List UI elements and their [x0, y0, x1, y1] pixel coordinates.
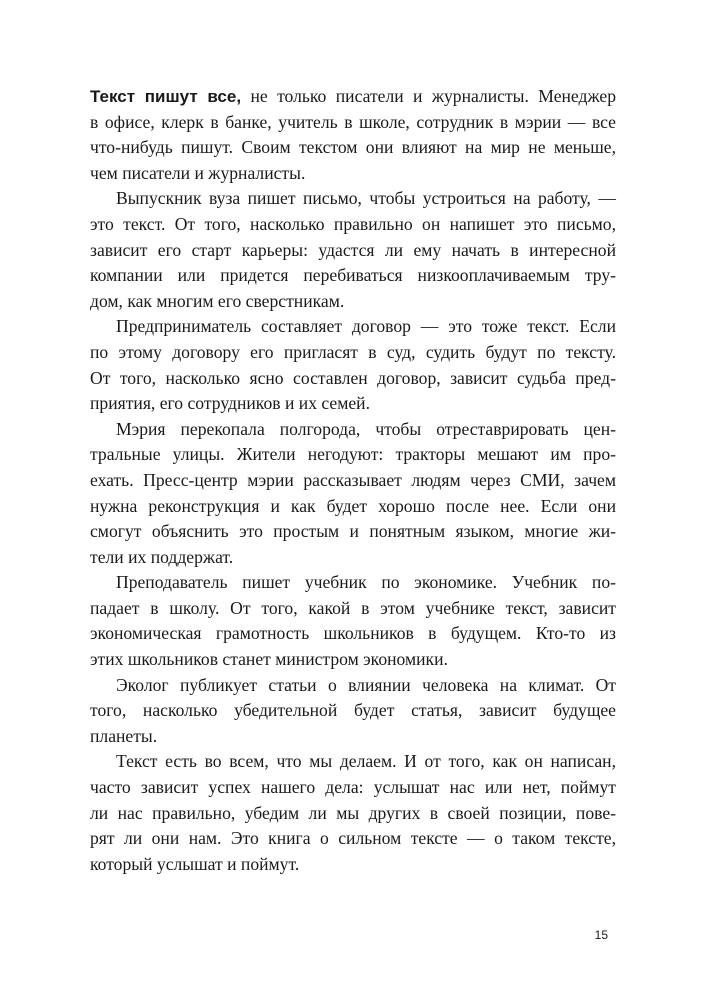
body-text — [90, 84, 616, 877]
paragraph — [90, 314, 616, 416]
text-line: зависит его старт карьеры: удастся ли ему начать в интересной — [90, 239, 616, 260]
text-line: Выпускник вуза пишет письмо, чтобы устроиться на работу, — — [116, 188, 616, 209]
text-line: это текст. От того, насколько правильно он напишет это письмо, — [90, 213, 616, 234]
paragraph — [90, 84, 616, 186]
paragraph — [90, 570, 616, 672]
text-line: что-нибудь пишут. Своим текстом они влияют на мир не меньше, — [90, 137, 616, 158]
text-line: Мэрия перекопала полгорода, чтобы отреставрировать цен- — [116, 418, 616, 439]
text-line: Текст пишут все, не только писатели и журналисты. Менеджер — [90, 86, 616, 106]
text-line: Преподаватель пишет учебник по экономике. Учебник по- — [116, 572, 616, 593]
text-line: ехать. Пресс-центр мэрии рассказывает людям через СМИ, зачем — [90, 469, 616, 490]
text-line: тели их поддержат. — [90, 546, 234, 567]
text-line: в офисе, клерк в банке, учитель в школе, сотрудник в мэрии — все — [90, 111, 616, 132]
text-line: Текст есть во всем, что мы делаем. И от того, как он написан, — [116, 751, 616, 772]
page-number: 15 — [594, 928, 608, 942]
text-line: по этому договору его пригласят в суд, судить будут по тексту. — [90, 341, 616, 362]
lead-in-text: Текст пишут все, — [90, 87, 242, 106]
text-line: экономическая грамотность школьников в будущем. Кто-то из — [90, 623, 616, 644]
paragraph — [90, 417, 616, 571]
paragraph — [90, 186, 616, 314]
text-line: ли нас правильно, убедим ли мы других в своей позиции, пове- — [90, 802, 616, 823]
text-line: планеты. — [90, 725, 158, 746]
text-line: падает в школу. От того, какой в этом учебнике текст, зависит — [90, 597, 616, 618]
text-line: Эколог публикует статьи о влиянии человека на климат. От — [116, 674, 616, 695]
paragraph — [90, 673, 616, 750]
text-line: От того, насколько ясно составлен договор, зависит судьба пред- — [90, 367, 616, 388]
text-line: тральные улицы. Жители негодуют: тракторы мешают им про- — [90, 444, 616, 465]
text-line: нужна реконструкция и как будет хорошо после нее. Если они — [90, 495, 616, 516]
text-line: Предприниматель составляет договор — это тоже текст. Если — [116, 316, 616, 337]
text-line: который услышат и поймут. — [90, 853, 300, 874]
text-line: приятия, его сотрудников и их семей. — [90, 393, 370, 414]
text-line: часто зависит успех нашего дела: услышат нас или нет, поймут — [90, 777, 616, 798]
text-line: рят ли они нам. Это книга о сильном тексте — о таком тексте, — [90, 828, 616, 849]
text-line: чем писатели и журналисты. — [90, 162, 306, 183]
text-line: того, насколько убедительной будет статья, зависит будущее — [90, 700, 616, 721]
text-line: этих школьников станет министром экономики. — [90, 649, 448, 670]
text-line: дом, как многим его сверстникам. — [90, 290, 345, 311]
text-line: компании или придется перебиваться низкооплачиваемым тру- — [90, 265, 616, 286]
paragraph — [90, 749, 616, 877]
text-line: смогут объяснить это простым и понятным языком, многие жи- — [90, 521, 616, 542]
